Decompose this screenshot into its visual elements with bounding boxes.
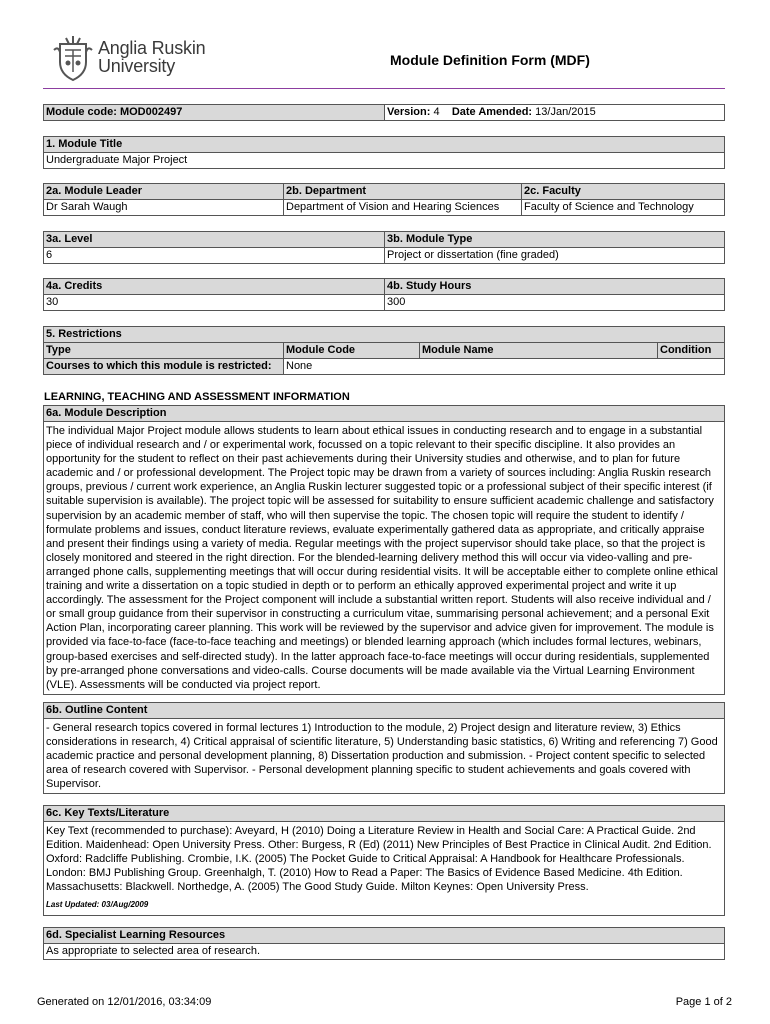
description-table bbox=[43, 405, 725, 695]
outline-table bbox=[43, 702, 725, 794]
resources-table bbox=[43, 927, 725, 960]
module-title-value: Undergraduate Major Project bbox=[44, 153, 725, 169]
last-updated: Last Updated: 03/Aug/2009 bbox=[46, 900, 149, 910]
restrictions-row-value: None bbox=[284, 359, 725, 375]
credits-value: 30 bbox=[44, 295, 385, 311]
crest-icon bbox=[52, 36, 94, 82]
logo-line-2: University bbox=[98, 56, 176, 76]
form-title: Module Definition Form (MDF) bbox=[390, 52, 590, 68]
description-text: The individual Major Project module allows students to learn about ethical issues in conducting research and to engage in a substantial piece of individual research and / or experimental work, focussed on a topic relevant to their specific discipline. It also provides an opportunity for the student to reflect on their past achievements during their University studies and otherwise, and to plan for future academic and / or professional development. The Project topic may be drawn from a variety of sources including: Anglia Ruskin research groups, previous / current work experience, an Anglia Ruskin lecturer suggested topic or a professional subject of their specific interest (if suitable supervision is available). The project topic will be assessed for suitability to ensure sufficient academic challenge and satisfactory supervision by an academic member of staff, who will then supervise the topic. The chosen topic will require the student to identify / formulate problems and issues, conduct literature reviews, evaluate experimentally gathered data as appropriate, and critically appraise and present their findings using a variety of media. Regular meetings with the project supervisor should take place, so that the project is closely monitored and steered in the right direction. For the blended-learning delivery method this will occur via video-valling and pre-arranged phone calls, supplementing meetings that will occur during residential visits. It will be acceptable either to complete online ethical training and write a dissertation on a topic studied in depth or to perform an ethically approved experimental project and write it up accordingly. The assessment for the Project component will include a substantial written report. Students will also receive individual and / or small group guidance from their supervisor in constructing a curriculum vitae, summarising personal achievement; and a personal Exit Action Plan, incorporating career planning. This work will be reviewed by the supervisor and advice given for improvement. The module is provided via face-to-face (face-to-face teaching and meetings) or blended learning approach (which includes formal lectures, webinars, group-based exercises and self-directed study). In the latter approach face-to-face meetings will occur during residentials, supplemented by pre-arranged phone conversations and video-calls. Course documents will be made available via the Virtual Learning Environment (VLE). Assessments will be conducted via project report. bbox=[44, 422, 725, 695]
credits-table bbox=[43, 278, 725, 311]
version-label: Version: bbox=[387, 106, 431, 118]
restrictions-col-code: Module Code bbox=[284, 343, 420, 359]
logo-line-1: Anglia Ruskin bbox=[98, 38, 206, 58]
description-label: 6a. Module Description bbox=[44, 406, 725, 422]
header-rule bbox=[43, 88, 725, 89]
date-amended-value: 13/Jan/2015 bbox=[535, 106, 596, 118]
module-leader-label: 2a. Module Leader bbox=[44, 184, 284, 200]
module-leader-value: Dr Sarah Waugh bbox=[44, 200, 284, 216]
faculty-value: Faculty of Science and Technology bbox=[522, 200, 725, 216]
restrictions-col-name: Module Name bbox=[420, 343, 658, 359]
faculty-label: 2c. Faculty bbox=[522, 184, 725, 200]
restrictions-label: 5. Restrictions bbox=[44, 327, 725, 343]
restrictions-row-label: Courses to which this module is restricted: bbox=[44, 359, 284, 375]
page-number: Page 1 of 2 bbox=[675, 996, 732, 1008]
date-amended-label: Date Amended: bbox=[451, 106, 533, 118]
restrictions-table bbox=[43, 326, 725, 375]
key-texts-text: Key Text (recommended to purchase): Aveyard, H (2010) Doing a Literature Review in Health and Social Care: A Practical Guide. 2nd Edition. Maidenhead: Open University Press. Other: Burgess, R (Ed) (2011) New Principles of Best Practice in Clinical Audit. 2nd Edition. Oxford: Radcliffe Publishing. Crombie, I.K. (2005) The Pocket Guide to Critical Appraisal: A Handbook for Healthcare Professionals. London: BMJ Publishing Group. Greenhalgh, T. (2010) How to Read a Paper: The Basics of Evidence Based Medicine. 4th Edition. Massachusetts: Blackwell. Northedge, A. (2005) The Good Study Guide. Milton Keynes: Open University Press. bbox=[46, 825, 712, 894]
level-table bbox=[43, 231, 725, 264]
university-logo bbox=[52, 36, 222, 86]
department-value: Department of Vision and Hearing Sciences bbox=[284, 200, 522, 216]
module-type-label: 3b. Module Type bbox=[385, 232, 725, 248]
key-texts-label: 6c. Key Texts/Literature bbox=[44, 806, 725, 822]
generated-timestamp: Generated on 12/01/2016, 03:34:09 bbox=[37, 996, 212, 1008]
restrictions-col-condition: Condition bbox=[658, 343, 725, 359]
credits-label: 4a. Credits bbox=[44, 279, 385, 295]
key-texts-table bbox=[43, 805, 725, 916]
lta-heading: LEARNING, TEACHING AND ASSESSMENT INFORMATION bbox=[44, 391, 350, 403]
resources-label: 6d. Specialist Learning Resources bbox=[44, 928, 725, 944]
version-cell bbox=[385, 105, 725, 121]
module-title-label: 1. Module Title bbox=[44, 137, 725, 153]
module-code-cell bbox=[44, 105, 385, 121]
restrictions-col-type: Type bbox=[44, 343, 284, 359]
outline-label: 6b. Outline Content bbox=[44, 703, 725, 719]
level-label: 3a. Level bbox=[44, 232, 385, 248]
resources-text: As appropriate to selected area of research. bbox=[44, 944, 725, 960]
module-info-table bbox=[43, 104, 725, 121]
outline-text: - General research topics covered in formal lectures 1) Introduction to the module, 2) Project design and literature review, 3) Ethics considerations in research, 4) Critical appraisal of scientific literature, 5) Understanding basic statistics, 6) Writing and referencing 7) Good academic practice and personal development planning, 8) Dissertation production and submission. - Project content specific to selected area of research covered with Supervisor. - Personal development planning specific to student achievements and goals covered with Supervisor. bbox=[44, 719, 725, 794]
department-label: 2b. Department bbox=[284, 184, 522, 200]
study-hours-label: 4b. Study Hours bbox=[385, 279, 725, 295]
module-title-table bbox=[43, 136, 725, 169]
module-code-value: MOD002497 bbox=[119, 106, 183, 118]
key-texts-cell bbox=[44, 822, 725, 916]
study-hours-value: 300 bbox=[385, 295, 725, 311]
module-type-value: Project or dissertation (fine graded) bbox=[385, 248, 725, 264]
module-code-label: Module code: bbox=[46, 106, 117, 118]
version-value: 4 bbox=[433, 106, 440, 118]
leader-table bbox=[43, 183, 725, 216]
level-value: 6 bbox=[44, 248, 385, 264]
